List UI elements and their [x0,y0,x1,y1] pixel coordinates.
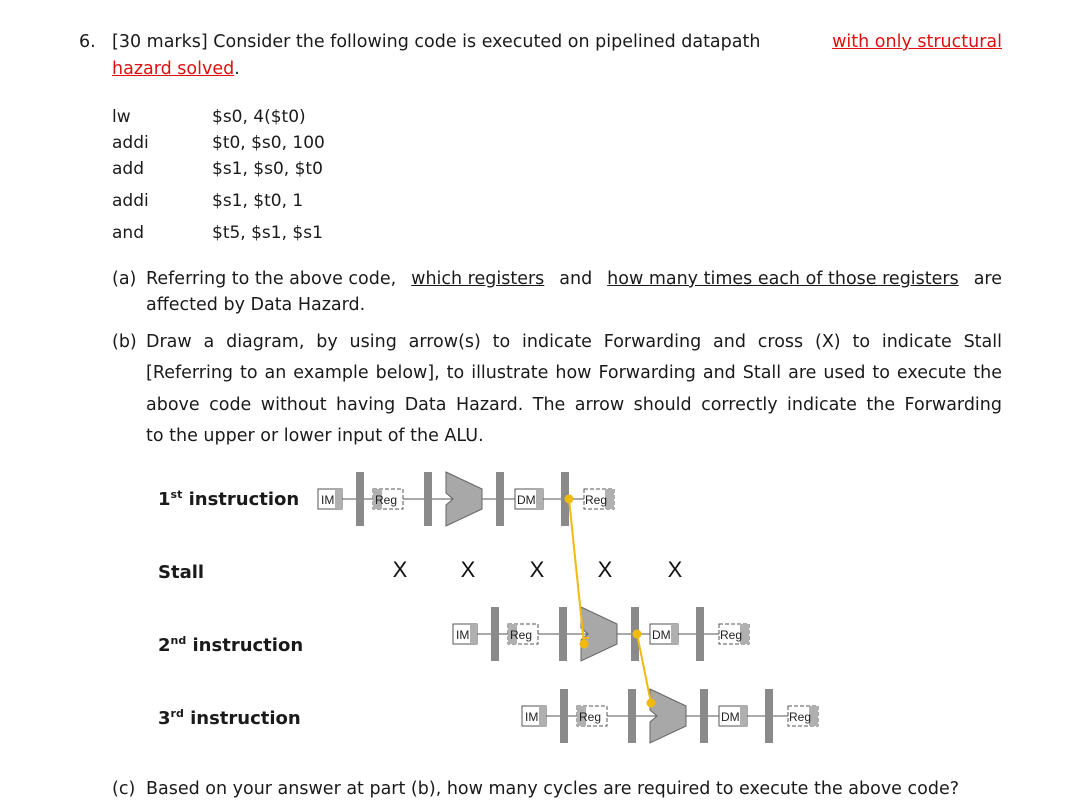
code-args-2: $t0, $s0, 100 [212,133,325,153]
code-op-3: add [112,159,144,179]
part-a-text1: Referring to the above code, [146,269,397,289]
reg-write-label: Reg [720,628,743,642]
highlight-hazard: hazard solved [112,59,235,79]
code-op-5: and [112,223,144,243]
part-a-label: (a) [112,269,137,289]
code-args-1: $s0, 4($t0) [212,107,306,127]
dm-shade [536,489,543,509]
pipeline-register-bar [700,689,708,743]
pipeline-register-bar [424,472,432,526]
part-b-line2: [Referring to an example below], to illustrate how Forwarding and Stall are used to execute the [146,363,1002,383]
im-label: IM [321,493,335,507]
code-args-4: $s1, $t0, 1 [212,191,304,211]
im-label: IM [525,710,539,724]
stall-marks [393,557,683,582]
reg-label: Reg [510,628,533,642]
forwarding-paths [565,495,656,708]
forward-dot [580,640,589,649]
part-a-how-many: how many times each of those registers [607,269,959,289]
part-a-line2: affected by Data Hazard. [146,295,366,315]
part-b-line1: Draw a diagram, by using arrow(s) to indicate Forwarding and cross (X) to indicate Stall [146,332,1002,352]
reg-label: Reg [579,710,602,724]
forward-path-2 [637,634,651,703]
part-a-which-registers: which registers [411,269,545,289]
dm-shade [671,624,678,644]
im-shade [470,624,477,644]
forward-dot [647,699,656,708]
forward-dot [565,495,574,504]
reg-label: Reg [375,493,398,507]
pipeline-register-bar [628,689,636,743]
code-op-4: addi [112,191,149,211]
dm-shade [740,706,747,726]
pipeline-register-bar [560,689,568,743]
pipeline-register-bar [765,689,773,743]
stall-x: X [597,557,613,582]
pipeline-register-bar [696,607,704,661]
im-label: IM [456,628,470,642]
im-shade [539,706,546,726]
stall-x: X [392,557,408,582]
dm-label: DM [517,493,536,507]
stall-x: X [529,557,545,582]
pipeline-register-bar [491,607,499,661]
question-number: 6. [79,32,96,52]
reg-write-label: Reg [789,710,812,724]
pipeline-2 [453,607,749,661]
part-a-text3: are [973,269,1002,289]
im-shade [335,489,342,509]
stall-x: X [460,557,476,582]
pipeline-register-bar [496,472,504,526]
highlight-structural: with only structural [832,32,1002,52]
row-label-1st: 1st instruction [158,488,300,510]
row-label-2nd: 2nd instruction [158,634,304,656]
part-c-text: Based on your answer at part (b), how many cycles are required to execute the above code? [146,779,960,799]
part-b-line4: to the upper or lower input of the ALU. [146,426,484,446]
part-b-label: (b) [112,332,137,352]
part-a-text2: and [559,269,593,289]
code-args-3: $s1, $s0, $t0 [212,159,323,179]
pipeline-register-bar [559,607,567,661]
reg-write-label: Reg [585,493,608,507]
part-c-label: (c) [112,779,136,799]
pipeline-3 [522,689,818,743]
pipeline-register-bar [356,472,364,526]
question-text: [30 marks] Consider the following code is executed on pipelined datapath [112,32,761,52]
code-args-5: $t5, $s1, $s1 [212,223,323,243]
row-label-stall: Stall [158,562,205,583]
code-op-1: lw [112,107,131,127]
stall-x: X [667,557,683,582]
code-op-2: addi [112,133,149,153]
dm-label: DM [652,628,671,642]
forward-dot [633,630,642,639]
dm-label: DM [721,710,740,724]
question-period: . [234,59,240,79]
row-label-3rd: 3rd instruction [158,707,301,729]
part-b-line3: above code without having Data Hazard. The arrow should correctly indicate the Forwarding [146,395,1002,415]
